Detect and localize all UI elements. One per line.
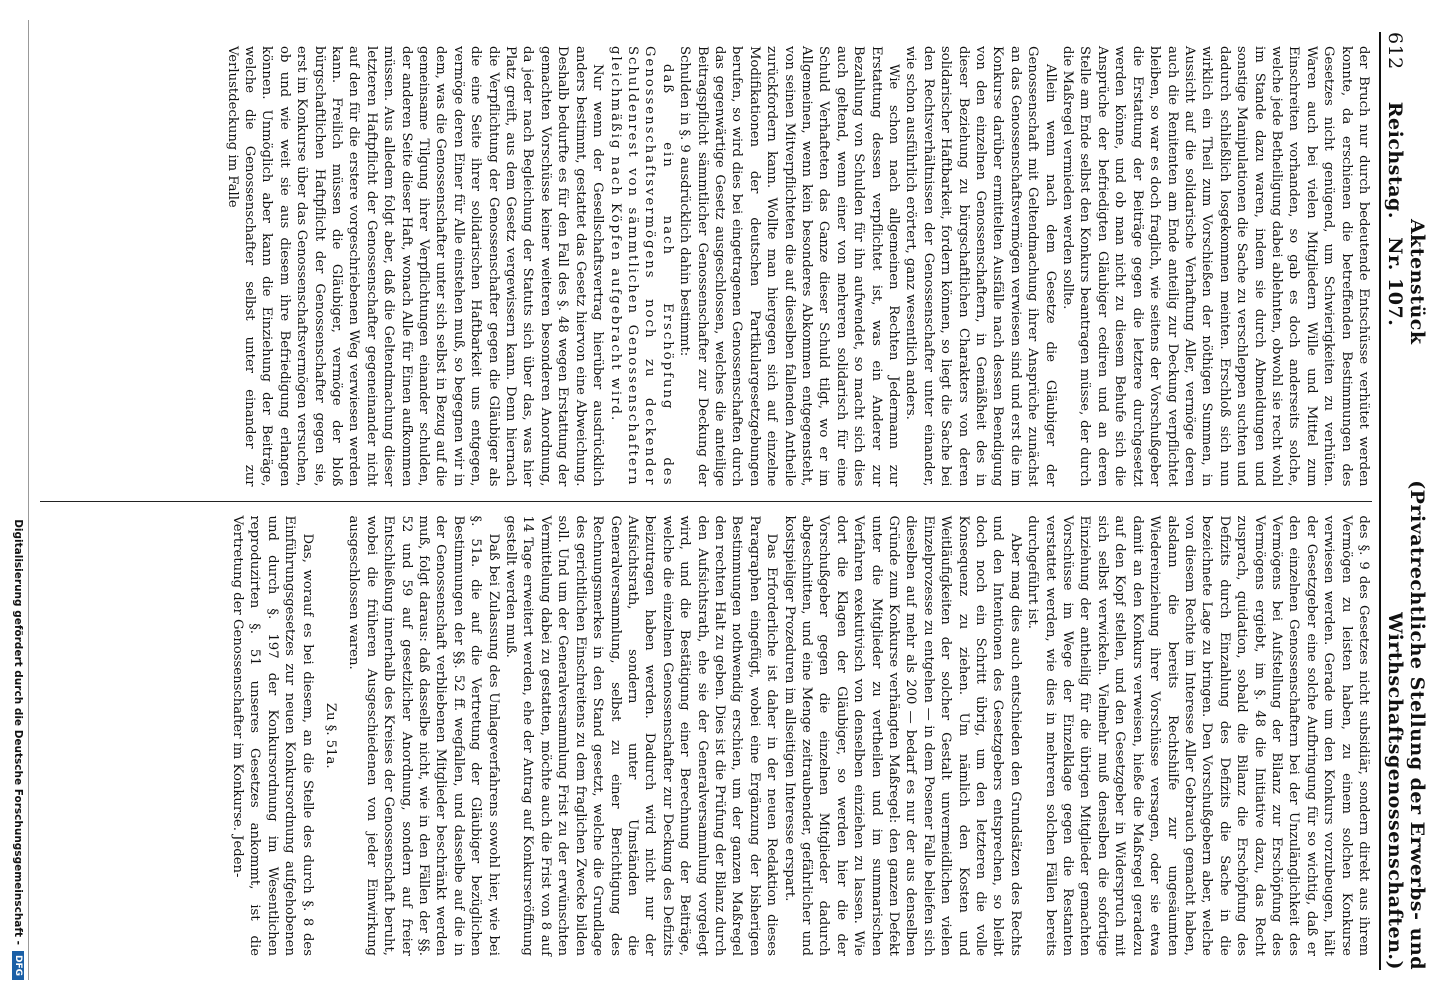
digitization-credit: [8, 20, 29, 980]
left-column: [40, 32, 1372, 501]
credit-text: Digitalisierung gefördert durch die Deutsche Forschungsgemeinschaft -: [12, 519, 24, 945]
paragraph: Aber mag dies auch entschieden den Grundsätzen des Rechts und den Intentionen des Gesetzgebers entsprechen, so bleibt doch noch ein Schritt übrig, um den letzteren die volle Konsequenz zu ziehen. Um nämlich den Kosten und Weitläufigkeiten der solcher Gestalt unvermeidlichen vielen Einzelprozesse zu entgehen — in dem Posener Falle beliefen sich dieselben auf mehr als 200 — bedarf es nur der aus denselben Gründe zum Konkurse verhängten Maßregel: den ganzen Defekt unter die Mitglieder zu vertheilen und im summarischen Verfahren exekutivisch von denselben einziehen zu lassen. Wie dort die Klagen der Gläubiger, so werden hier die der Vorschußgeber gegen die einzelnen Mitglieder dadurch abgeschnitten, und eine Menge zeitraubender, gefährlicher und kostspieliger Prozeduren im allseitigen Interesse erspart.: [781, 515, 1023, 956]
paragraph: Das Erforderliche ist daher in der neuen Redaktion dieses Paragraphen eingefügt, wobei eine Ergänzung der bisherigen Bestimmungen nothwendig erschien, um der ganzen Maßregel den rechten Halt zu geben. Dies ist die Prüfung der Bilanz durch den Aufsichtsrath, ehe sie der Generalversammlung vorgelegt wird, und die Bestätigung einer Berechnung der Beiträge, welche die einzelnen Genossenschafter zur Deckung des Defizits beizutragen haben werden. Dadurch wird nicht nur der Aufsichtsrath, sondern unter Umständen die Generalversammlung, selbst zu einer Berichtigung des Rechnungsmerkes in den Stand gesetzt, welche die Grundlage des gerichtlichen Einschreitens zu dem fraglichen Zwecke bilden soll. Und um der Generalversammlung Frist zu der erwünschten Vermittelung dabei zu gestatten, möchte auch die Frist von 8 auf 14 Tage erweitert werden, ehe der Antrag auf Konkurseröffnung gestellt werden muß.: [503, 515, 780, 956]
page-header: [1379, 32, 1428, 970]
paragraph: Allein wenn nach dem Gesetze die Gläubiger der Genossenschaft mit Geltendmachung ihrer Ansprüche zunächst an das Genossenschaftsvermögen verwiesen sind und erst die im Konkurse darüber ermittelten Ausfälle nach dessen Beendigung von den einzelnen Genossenschaftern, in Gemäßheit des in dieser Beziehung zu bürgschaftlichen Charakters von deren solidarischer Haftbarkeit, fordern können, so liegt die Sache bei den Rechtsverhältnissen der Genossenschafter unter einander, wie schon ausführlich erörtert, ganz wesentlich anders.: [903, 46, 1058, 487]
dfg-logo: DFG: [12, 951, 24, 980]
paragraph: Daß bei Zulassung des Umlageverfahrens sowohl hier, wie bei §. 51a. die auf die Vertretung der Gläubiger bezüglichen Bestimmungen der §§. 52 ff. wegfallen, und dasselbe auf die in der Genossenschaft verbliebenen Mitglieder beschränkt werden muß, folgt daraus: daß dasselbe nicht, wie in den Fällen der §§. 52 und 59 auf gesetzlicher Anordnung, sondern auf freier Entschließung innerhalb des Kreises der Genossenschaft beruht, wobei die früheren Ausgeschiedenen von jeder Einwirkung ausgeschlossen waren.: [346, 515, 501, 956]
paragraph: Das, worauf es bei diesem, an die Stelle des durch §. 8 des Einführungsgesetzes zur neuen Konkursordnung aufgehobenen und durch §. 197 der Konkursordnung im Wesentlichen reproduzirten §. 51 unseres Gesetzes ankommt, ist die Vertretung der Genossenschafter im Konkurse. Jeden-: [230, 515, 315, 956]
quoted-provision: daß ein nach Erschöpfung des Genossenschaftsvermögens noch zu deckender Schuldenrest von sämmtlichen Genossenschaftern gleichmäßig nach Köpfen aufgebracht wird.: [607, 46, 675, 487]
paragraph: der Bruch nur durch bedeutende Entschüsse verhütet werden konnte, da erschienen die betreffenden Bestimmungen des Gesetzes nicht genügend, um Schwierigkeiten zu verhüten. Waren auch bei vielen Mitgliedern Wille und Mittel zum Einschreiten vorhanden, so gab es doch anderseits solche, welche jede Betheiligung dabei ablehnten, obwohl sie recht wohl im Stande dazu waren, indem sie durch Abmeldungen und sonstige Manipulationen die Sache zu verschleppen suchten und dadurch schließlich losgekommen meinten. Erschloß sich nun wirklich ein Theil zum Vorschießen der nöthigen Summen, in Aussicht auf die solidarische Verhaftung Aller, vermöge deren auch die Renitenten am Ende anteilig zur Deckung verpflichtet bleiben, so war es doch fraglich, wie seitens der Vorschußgeber die Erstattung der Beiträge gegen die letztere durchgesetzt werden könne, und ob man nicht zu diesem Behufe sich die Ansprüche der befriedigten Gläubiger cediren und an deren Stelle am Ende selbst den Konkurs beantragen müsse, der durch die Maßregel vermieden werden sollte.: [1060, 46, 1371, 487]
section-heading: Zu §. 51a.: [323, 702, 339, 769]
header-left: [1384, 32, 1406, 219]
text-columns: [40, 32, 1372, 970]
header-subject: (Privatrechtliche Stellung der Erwerbs- und Wirthschaftsgenossenschaften.): [1384, 480, 1428, 970]
page-number: 612: [1384, 32, 1406, 70]
paragraph: Nur wenn der Gesellschaftsvertrag hierüber ausdrücklich anders bestimmt, gestattet das Gesetz hiervon eine Abweichung. Deshalb bedurfte es für den Fall des §. 48 wegen Erstattung der gemachten Vorschüsse keiner weiteren besonderen Anordnung, da jeder nach Begleichung der Statuts sich über das, was hier Platz greift, aus dem Gesetz vergewissern kann. Denn hiernach die Verpflichtung der Genossenschafter gegen die Gläubiger als die eine Seite ihrer solidarischen Haftbarkeit uns entgegen, vermöge deren Einer für Alle einstehen muß, so begegnen wir in dem, was die Genossenschafter unter sich selbst in Bezug auf die gemeinsame Tilgung ihrer Verpflichtungen einander schulden, der anderen Seite dieser Haft, wonach Alle für Einen aufkommen müssen. Aus alledem folgt aber, daß die Geltendmachung dieser letzteren Haftpflicht der Genossenschafter gegeneinander nicht auf den für die erstere vorgeschriebenen Weg verwiesen werden kann. Freilich müssen die Gläubiger, vermöge der bloß bürgschaftlichen Haftpflicht der Genossenschafter gegen sie, erst im Konkurse über das Genossenschaftsvermögen versuchen, ob und wie weit sie aus diesem ihre Befriedigung erlangen können. Unmöglich aber kann die Einziehung der Beiträge, welche die Genossenschafter selbst unter einander zur Verlustdeckung im Falle: [224, 46, 606, 487]
paragraph: Wie schon nach allgemeinen Rechten Jedermann zur Erstattung dessen verpflichtet ist, was ein Anderer zur Bezahlung von Schulden für ihn aufwendet, so macht sich dies auch geltend, wenn einer von mehreren solidarisch für eine Schuld Verhafteten das Ganze dieser Schuld tilgt, wo er im Allgemeinen, wenn kein besonderes Abkommen entgegensteht, von seinen Mitverpflichteten die auf dieselben fallenden Antheile zurückfordern kann. Wollte man hiergegen sich auf einzelne Modifikationen der deutschen Partikulargesetzgebungen berufen, so wird dies bei eingetragenen Genossenschaften durch das gegenwärtige Gesetz ausgeschlossen, welches die anteilige Beitragspflicht sämmtlicher Genossenschafter zur Deckung der Schulden in §. 9 ausdrücklich dahin bestimmt:: [677, 46, 902, 487]
header-document-number: Aktenstück Nr. 107.: [1384, 218, 1428, 345]
paragraph: des §. 9 des Gesetzes nicht subsidiär, sondern direkt aus ihrem Vermögen zu leisten haben, zu einem solchen Konkurse verwiesen werden. Gerade um den Konkurs vorzubeugen, hält der Gesetzgeber eine solche Aufbringung für so wichtig, daß er den einzelnen Genossenschaftern bei der Unzulänglichkeit des Vermögens bei Aufstellung der Bilanz zur Erschöpfung des Vermögens ergiebt, im §. 48 die Initiative dazu, das Recht zusprach, quidation, sobald die Bilanz die Erschöpfung des Defizits durch Einzahlung des Defizits die Sache in die bezeichnete Lage zu bringen. Den Vorschußgebern aber, welche von diesem Rechte im Interesse Aller Gebrauch gemacht haben, alsdann die bereits Rechtshilfe zur ungesäumten Wiedereinziehung ihrer Vorschüsse versagen, oder sie etwa damit an den Konkurs verweisen, hieße die Maßregel geradezu auf den Kopf stellen, und den Gesetzgeber in Widerspruch mit sich selbst verwickeln. Vielmehr muß denselben die sofortige Einziehung der antheilig für die übrigen Mitglieder gemachten Vorschüsse im Wege der Einzelklage gegen die Restanten verstattet werden, wie dies in mehreren solchen Fällen bereits durchgeführt ist.: [1025, 515, 1371, 956]
header-reichstag: Reichstag.: [1384, 101, 1406, 219]
right-column: [40, 501, 1372, 971]
